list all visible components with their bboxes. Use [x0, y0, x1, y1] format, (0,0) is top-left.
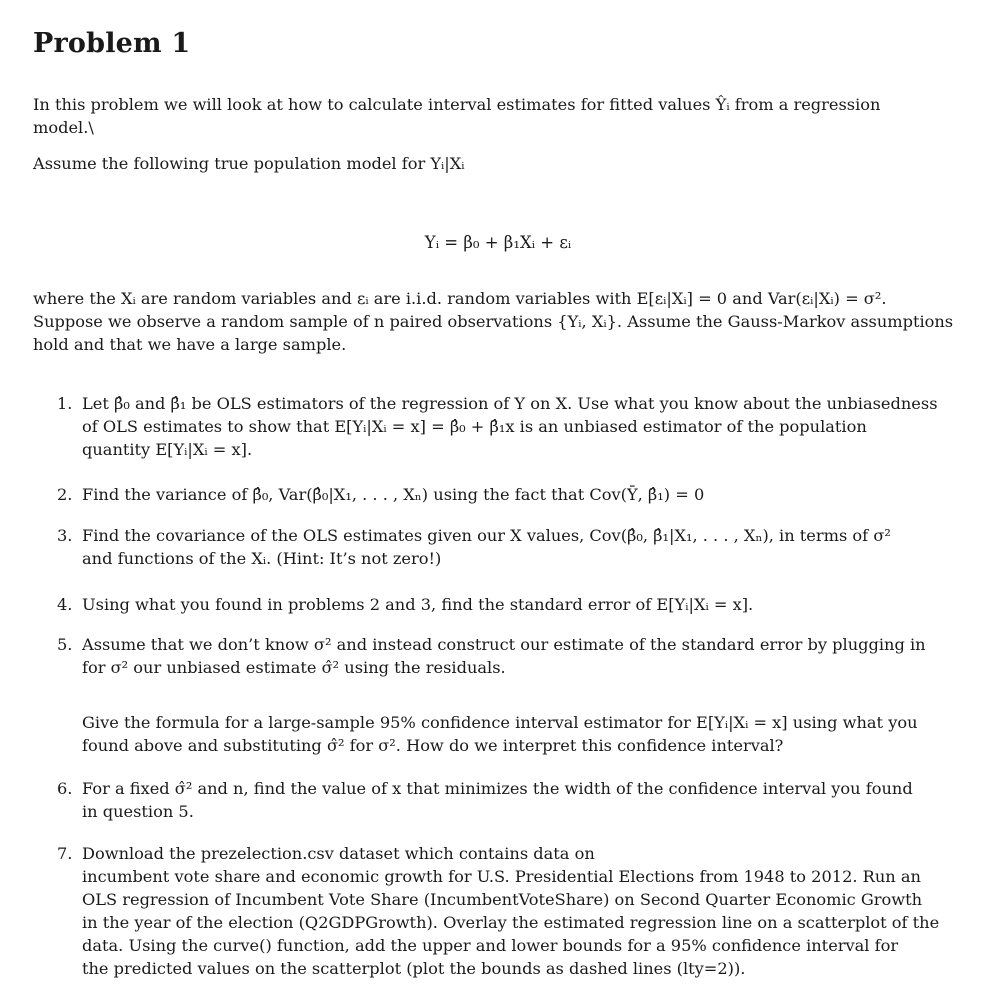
where-line-1: where the Xᵢ are random variables and εᵢ are i.i.d. random variables with E[εᵢ|Xᵢ] = 0 and Var(εᵢ|Xᵢ) = σ².	[33, 289, 887, 308]
question-2	[57, 483, 960, 506]
question-line: Find the variance of β̂₀, Var(β̂₀|X₁, . . . , Xₙ) using the fact that Cov(Ȳ, β̂₁) = 0	[82, 485, 705, 504]
question-7	[57, 842, 960, 980]
question-line: Find the covariance of the OLS estimates given our X values, Cov(β̂₀, β̂₁|X₁, . . . , Xₙ), in terms of σ²	[82, 526, 891, 545]
question-line: quantity E[Yᵢ|Xᵢ = x].	[82, 440, 253, 459]
question-line: in question 5.	[82, 802, 194, 821]
question-3	[57, 524, 960, 570]
question-6	[57, 777, 960, 823]
intro-line-1: In this problem we will look at how to calculate interval estimates for fitted values Ŷᵢ from a regression	[33, 95, 881, 114]
question-number: 1.	[57, 394, 73, 413]
question-line: in the year of the election (Q2GDPGrowth). Overlay the estimated regression line on a scatterplot of the	[82, 913, 940, 932]
question-line: the predicted values on the scatterplot (plot the bounds as dashed lines (lty=2)).	[82, 959, 746, 978]
where-line-2: Suppose we observe a random sample of n paired observations {Yᵢ, Xᵢ}. Assume the Gauss-Markov assumptions	[33, 312, 954, 331]
question-line: Give the formula for a large-sample 95% confidence interval estimator for E[Yᵢ|Xᵢ = x] using what you	[82, 713, 918, 732]
model-equation: Yᵢ = β₀ + β₁Xᵢ + εᵢ	[424, 233, 572, 252]
question-line: incumbent vote share and economic growth for U.S. Presidential Elections from 1948 to 2012. Run an	[82, 867, 921, 886]
question-line: Let β̂₀ and β̂₁ be OLS estimators of the regression of Y on X. Use what you know about the unbiasedness	[82, 394, 938, 413]
question-number: 7.	[57, 844, 73, 863]
question-4	[57, 593, 960, 616]
intro-line-2: model.\	[33, 118, 94, 137]
question-number: 2.	[57, 485, 73, 504]
where-paragraph	[33, 287, 963, 356]
question-5	[57, 633, 960, 679]
question-line: and functions of the Xᵢ. (Hint: It’s not zero!)	[82, 549, 442, 568]
question-number: 5.	[57, 635, 73, 654]
question-line: Using what you found in problems 2 and 3, find the standard error of E[Yᵢ|Xᵢ = x].	[82, 595, 754, 614]
assume-line: Assume the following true population model for Yᵢ|Xᵢ	[33, 154, 465, 173]
question-line: Download the prezelection.csv dataset which contains data on	[82, 844, 595, 863]
page-title: Problem 1	[33, 28, 191, 59]
where-line-3: hold and that we have a large sample.	[33, 335, 347, 354]
question-line: for σ² our unbiased estimate σ̂² using the residuals.	[82, 658, 506, 677]
question-line: For a fixed σ̂² and n, find the value of x that minimizes the width of the confidence interval you found	[82, 779, 913, 798]
question-line: data. Using the curve() function, add the upper and lower bounds for a 95% confidence interval for	[82, 936, 899, 955]
question-number: 4.	[57, 595, 73, 614]
intro-paragraph	[33, 93, 963, 139]
question-number: 6.	[57, 779, 73, 798]
question-line: Assume that we don’t know σ² and instead construct our estimate of the standard error by plugging in	[82, 635, 926, 654]
question-line: found above and substituting σ̂² for σ². How do we interpret this confidence interval?	[82, 736, 784, 755]
question-1	[57, 392, 960, 461]
question-number: 3.	[57, 526, 73, 545]
question-line: OLS regression of Incumbent Vote Share (IncumbentVoteShare) on Second Quarter Economic Growth	[82, 890, 923, 909]
question-line: of OLS estimates to show that E[Yᵢ|Xᵢ = x] = β̂₀ + β̂₁x is an unbiased estimator of the population	[82, 417, 867, 436]
question-5-continuation	[57, 711, 960, 757]
